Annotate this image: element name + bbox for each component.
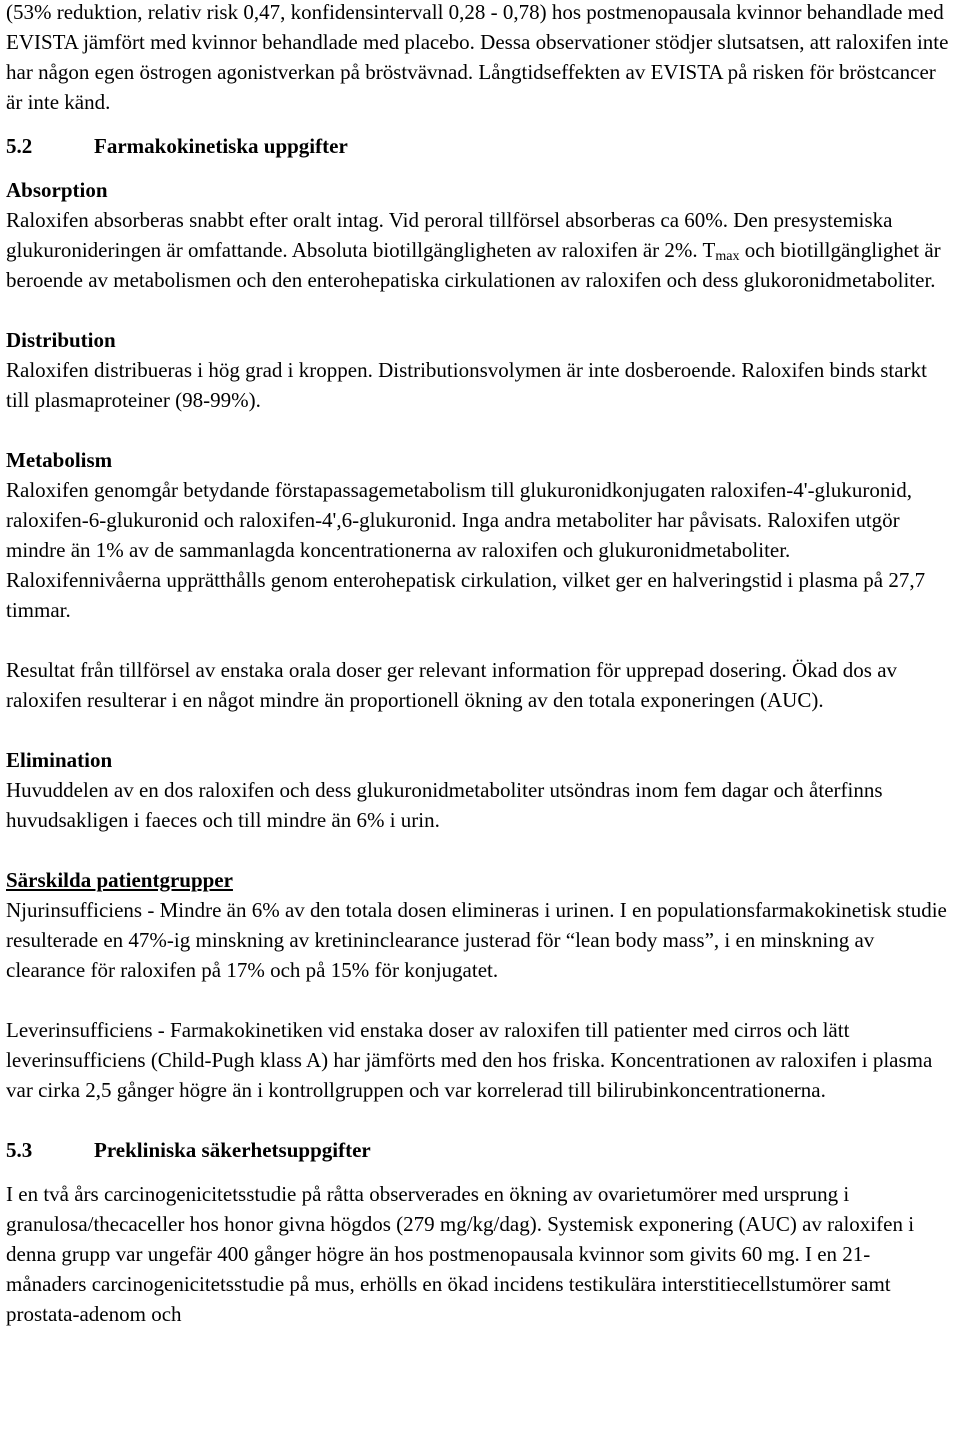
preclinical-paragraph: I en två års carcinogenicitetsstudie på råtta observerades en ökning av ovarietumörer med ursprung i granulosa/thecaceller hos honor givna högdos (279 mg/kg/dag). Systemisk exponering (AUC) av raloxifen i denna grupp var ungefär 400 gånger högre än hos postmenopausala kvinnor som givits 60 mg. I en 21-månaders carcinogenicitetsstudie på mus, erhölls en ökad incidens testikulära interstitiecellstumörer samt prostata-adenom och xyxy=(6,1182,915,1326)
elimination-paragraph: Huvuddelen av en dos raloxifen och dess glukuronidmetaboliter utsöndras inom fem dagar och återfinns huvudsakligen i faeces och till mindre än 6% i urin. xyxy=(6,778,883,832)
section-5-3-number: 5.3 xyxy=(6,1138,33,1162)
metabolism-paragraph: Raloxifen genomgår betydande förstapassagemetabolism till glukuronidkonjugaten raloxifen-4'-glukuronid, raloxifen-6-glukuronid och raloxifen-4',6-glukuronid. Inga andra metaboliter har påvisats. Raloxifen utgör mindre än 1% av de sammanlagda koncentrationerna av raloxifen och glukuronidmetaboliter. Raloxifennivåerna upprätthålls genom enterohepatisk cirkulation, vilket ger en halveringstid i plasma på 27,7 timmar. xyxy=(6,478,926,622)
absorption-text-after: och biotillgänglighet är beroende av metabolismen och den enterohepatiska cirkulationen av raloxifen och dess glukoronidmetaboliter. xyxy=(6,238,941,292)
section-5-3-title: Prekliniska säkerhetsuppgifter xyxy=(94,1138,371,1162)
intro-paragraph: (53% reduktion, relativ risk 0,47, konfidensintervall 0,28 - 0,78) hos postmenopausala kvinnor behandlade med EVISTA jämfört med kvinnor behandlade med placebo. Dessa observationer stödjer slutsatsen, att raloxifen inte har någon egen östrogen agonistverkan på bröstvävnad. Långtidseffekten av EVISTA på risken för bröstcancer är inte känd. xyxy=(6,0,949,114)
section-5-2-number: 5.2 xyxy=(6,134,33,158)
special-groups-heading: Särskilda patientgrupper xyxy=(6,868,233,892)
distribution-paragraph: Raloxifen distribueras i hög grad i kroppen. Distributionsvolymen är inte dosberoende. Raloxifen binds starkt till plasmaproteiner (98-99%). xyxy=(6,358,927,412)
absorption-paragraph xyxy=(6,205,950,295)
metabolism-paragraph-2: Resultat från tillförsel av enstaka orala doser ger relevant information för upprepad dosering. Ökad dos av raloxifen resulterar i en något mindre än proportionell ökning av den totala exponeringen (AUC). xyxy=(6,658,898,712)
metabolism-heading: Metabolism xyxy=(6,448,113,472)
section-5-2-title: Farmakokinetiska uppgifter xyxy=(94,134,348,158)
absorption-text-before: Raloxifen absorberas snabbt efter oralt intag. Vid peroral tillförsel absorberas ca 60%. Den presystemiska glukuronideringen är omfattande. Absoluta biotillgängligheten av raloxifen är 2%. T xyxy=(6,208,893,262)
absorption-heading: Absorption xyxy=(6,178,108,202)
document-page xyxy=(6,0,950,1329)
section-5-2-heading xyxy=(6,131,950,161)
distribution-heading: Distribution xyxy=(6,328,116,352)
section-5-3-heading xyxy=(6,1135,950,1165)
elimination-heading: Elimination xyxy=(6,748,113,772)
renal-insufficiency-paragraph: Njurinsufficiens - Mindre än 6% av den totala dosen elimineras i urinen. I en populationsfarmakokinetisk studie resulterade en 47%-ig minskning av kretininclearance justerad för “lean body mass”, i en minskning av clearance för raloxifen på 17% och på 15% för konjugatet. xyxy=(6,898,947,982)
tmax-subscript: max xyxy=(715,249,740,264)
hepatic-insufficiency-paragraph: Leverinsufficiens - Farmakokinetiken vid enstaka doser av raloxifen till patienter med cirros och lätt leverinsufficiens (Child-Pugh klass A) har jämförts med den hos friska. Koncentrationen av raloxifen i plasma var cirka 2,5 gånger högre än i kontrollgruppen och var korrelerad till bilirubinkoncentrationerna. xyxy=(6,1018,933,1102)
